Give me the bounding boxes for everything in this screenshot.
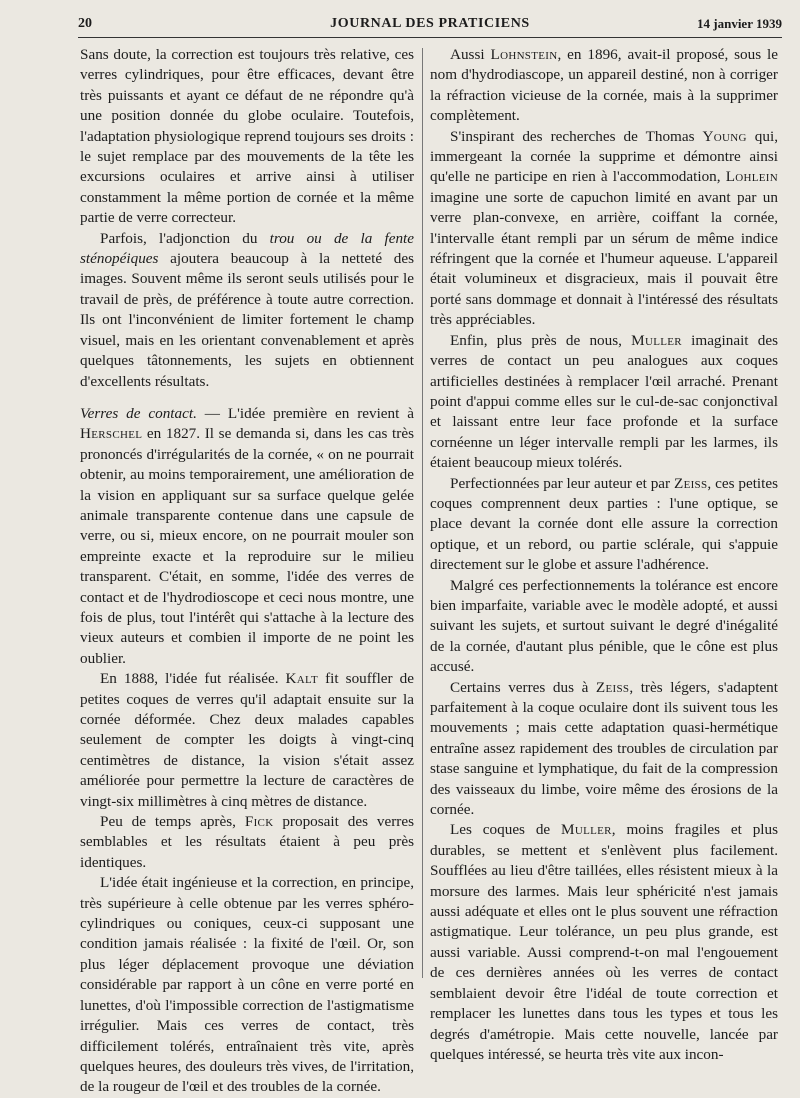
author-name: Muller	[561, 821, 612, 839]
author-name: Muller	[631, 331, 682, 349]
page-number: 20	[78, 16, 92, 31]
emphasis-term: trou ou de la fente sténopéiques	[80, 229, 414, 268]
paragraph: Parfois, l'adjonction du trou ou de la fente sténopéiques ajoutera beaucoup à la netteté des images. Souvent même ils seront seuls utilisés pour le travail de près, de préférence à toute autre correction. Ils ont l'inconvénient de limiter fortement le champ visuel, mais en les orientant convenablement et après quelques tâtonnements, les sujets en obtiennent d'excellents résultats.	[80, 229, 414, 390]
author-name: Zeiss	[595, 678, 630, 696]
paragraph: Perfectionnées par leur auteur et par Zeiss, ces petites coques comprennent deux parties : l'une optique, se place devant la cornée dont elle assure la correction optique, et un rebord, ou partie sclérale, qui s'appuie directement sur le globe et assure l'adhérence.	[430, 474, 779, 574]
section-heading: Verres de contact.	[80, 404, 197, 422]
paragraph: Malgré ces perfectionnements la tolérance est encore bien imparfaite, variable avec le modèle adopté, et aussi suivant les sujets, et surtout suivant le degré d'inégalité de la cornée, d'autant plus pénible, que le cône est plus accusé.	[430, 576, 778, 676]
paragraph: Sans doute, la correction est toujours très relative, ces verres cylindriques, pour être efficaces, devant être très puissants et ayant ce défaut de ne répondre qu'à une position donnée du globe oculaire. Toutefois, l'adaptation physiologique reprend toujours ses droits : le sujet remplace par des mouvements de la tête les excursions oculaires et arrive ainsi à utiliser constamment la même portion de cornée et la même partie de verre correcteur.	[80, 46, 414, 227]
paragraph: Les coques de Muller, moins fragiles et plus durables, se mettent et s'enlèvent plus facilement. Soufflées au lieu d'être taillées, elles résistent mieux à la morsure des larmes. Mais leur sphéricité n'est jamais aussi adéquate et elles ont le plus souvent une réfraction astigmatique. Leur tolérance, un peu plus grande, est aussi variable. Aussi comprend-t-on mal l'engouement de ces dernières années où les verres de contact semblaient devoir être l'idéal de toute correction et remplacer les lunettes dans tous les types et tous les degrés d'amétropie. Mais cette nouvelle, lancée par quelques intéressé, se heurta très vite aux incon-	[430, 821, 779, 1063]
header-rule	[78, 37, 782, 38]
paragraph: L'idée était ingénieuse et la correction, en principe, très supérieure à celle obtenue par les verres sphéro-cylindriques ou coniques, ceux-ci supposant une condition jamais réalisée : la fixité de l'œil. Or, son plus léger déplacement provoque une déviation considérable par rapport à un cône en verre porté en lunettes, d'où l'impossible correction de l'astigmatisme irrégulier. Mais ces verres de contact, très difficilement tolérés, entraînaient très vite, après quelques heures, des douleurs très vives, de l'irritation, de la rougeur de l'œil et des troubles de la cornée.	[80, 874, 414, 1096]
author-name: Lohnstein	[490, 46, 558, 63]
column-divider	[422, 48, 423, 978]
paragraph: Aussi Lohnstein, en 1896, avait-il proposé, sous le nom d'hydrodiascope, un appareil destiné, non à corriger la réfraction vicieuse de la cornée, mais à la supprimer complètement.	[430, 46, 778, 125]
left-column	[80, 45, 414, 1098]
author-name: Fick	[244, 813, 274, 831]
paragraph: S'inspirant des recherches de Thomas Young qui, immergeant la cornée la supprime et démontre ainsi qu'elle ne participe en rien à l'accommodation, Lohlein imagine une sorte de capuchon limité en avant par un verre plan-convexe, en arrière, coiffant la cornée, l'intervalle étant rempli par un sérum de même indice réfringent que la cornée et l'humeur aqueuse. L'appareil était volumineux et disgracieux, mais il pouvait être porté sans dommage et donnait à l'intéressé des résultats très appréciables.	[430, 127, 778, 329]
page-header	[78, 16, 782, 38]
right-column	[430, 45, 778, 1065]
author-name: Kalt	[285, 670, 319, 688]
paragraph: En 1888, l'idée fut réalisée. Kalt fit souffler de petites coques de verres qu'il adaptait ensuite sur la cornée déformée. Chez deux malades capables seulement de compter les doigts à vingt-cinq centimètres de distance, la vision s'était assez améliorée pour permettre la lecture de caractères de vingt-six millimètres à cinq mètres de distance.	[80, 670, 414, 810]
section-paragraph: Verres de contact. — L'idée première en revient à Herschel en 1827. Il se demanda si, dans les cas très prononcés d'irrégularités de la cornée, « on ne pourrait obtenir, au moins temporairement, une amélioration de la vision en appliquant sur sa surface quelque gelée animale transparente contenue dans une capsule de verre, ou si, mieux encore, on ne pourrait mouler son empreinte exacte et la reproduire sur le milieu transparent. C'était, en somme, l'idée des verres de contact et de l'hydrodioscope et ceci nous montre, une fois de plus, tout l'intérêt qui s'attache à la lecture des vieux auteurs et combien il importe de ne point les oublier.	[80, 404, 415, 667]
author-name: Herschel	[80, 425, 143, 443]
author-name: Lohlein	[725, 168, 778, 186]
paragraph: Peu de temps après, Fick proposait des verres semblables et les résultats étaient à peu près identiques.	[80, 813, 415, 871]
author-name: Zeiss	[674, 474, 708, 492]
journal-title: JOURNAL DES PRATICIENS	[330, 16, 530, 31]
issue-date: 14 janvier 1939	[697, 16, 782, 31]
author-name: Young	[702, 127, 747, 145]
paragraph: Enfin, plus près de nous, Muller imaginait des verres de contact un peu analogues aux coques artificielles destinées à remplacer l'œil arraché. Prenant point d'appui comme elles sur le cul-de-sac conjonctival et laissant entre leur face profonde et la surface cornéenne un léger intervalle rempli par les larmes, ils étaient beaucoup mieux tolérés.	[430, 331, 779, 472]
paragraph: Certains verres dus à Zeiss, très légers, s'adaptent parfaitement à la coque oculaire dont ils suivent tous les mouvements ; mais cette adaptation quasi-hermétique entraîne assez rapidement des troubles de circulation par stase sanguine et lymphatique, du fait de la compression des vaisseaux du limbe, voire même des érosions de la cornée.	[430, 678, 778, 819]
